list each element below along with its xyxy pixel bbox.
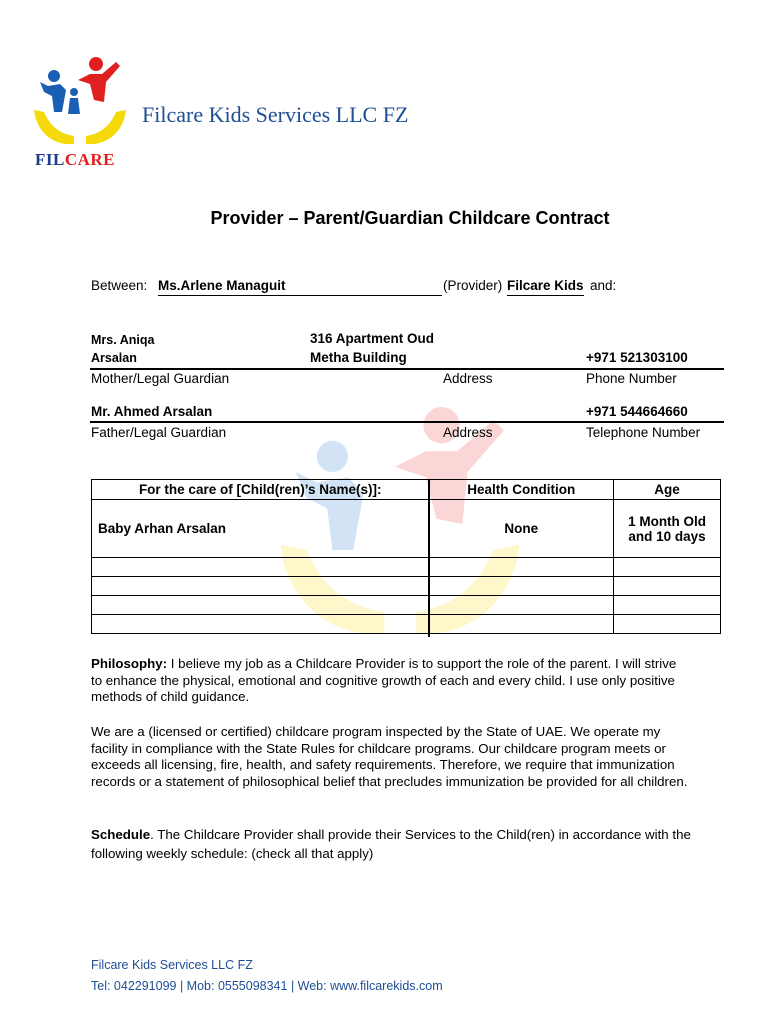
father-phone: +971 544664660 (586, 404, 688, 419)
licensing-paragraph: We are a (licensed or certified) childcare program inspected by the State of UAE. We operate my facility in compliance with the State Rules for childcare programs. Our childcare program meets or exceeds all licensing, fire, health, and safety requirements. Therefore, we require that immunization records or a statement of philosophical belief that precludes immunization be provided for all children. (91, 724, 688, 789)
mother-divider (90, 368, 724, 370)
table-header-row (92, 480, 721, 500)
age-cell: 1 Month Old and 10 days (614, 500, 721, 558)
table-column-divider (428, 479, 430, 637)
children-table (91, 479, 721, 634)
mother-address-line1: 316 Apartment Oud (310, 331, 435, 346)
father-phone-label: Telephone Number (586, 425, 701, 440)
between-label: Between: (91, 278, 148, 293)
table-row (92, 577, 721, 596)
mother-phone: +971 521303100 (586, 350, 688, 365)
child-name-cell: Baby Arhan Arsalan (92, 500, 429, 558)
mother-label: Mother/Legal Guardian (91, 371, 230, 386)
provider-role-label: (Provider) (443, 278, 503, 293)
and-label: and: (590, 278, 617, 293)
table-row (92, 615, 721, 634)
footer-contact: Tel: 042291099 | Mob: 0555098341 | Web: www.filcarekids.com (91, 979, 443, 993)
company-name: Filcare Kids Services LLC FZ (142, 102, 409, 127)
table-row (92, 558, 721, 577)
mother-name-line1: Mrs. Aniqa (91, 333, 155, 347)
provider-name: Ms.Arlene Managuit (158, 278, 442, 296)
table-row (92, 500, 721, 558)
table-row (92, 596, 721, 615)
father-address-label: Address (443, 425, 493, 440)
header-age: Age (614, 480, 721, 500)
father-label: Father/Legal Guardian (91, 425, 227, 440)
mother-address-label: Address (443, 371, 493, 386)
header-health-condition: Health Condition (429, 480, 614, 500)
mother-phone-label: Phone Number (586, 371, 677, 386)
mother-name-line2: Arsalan (91, 351, 137, 365)
schedule-paragraph: Schedule. The Childcare Provider shall provide their Services to the Child(ren) in accordance with the following weekly schedule: (check all that apply) (91, 827, 691, 861)
document-title: Provider – Parent/Guardian Childcare Contract (210, 208, 610, 228)
health-condition-cell: None (429, 500, 614, 558)
mother-address-line2: Metha Building (310, 350, 407, 365)
footer-company: Filcare Kids Services LLC FZ (91, 958, 253, 972)
logo-wordmark: FILCARE (35, 150, 116, 169)
header-child-name: For the care of [Child(ren)’s Name(s)]: (92, 480, 429, 500)
provider-org: Filcare Kids (507, 278, 584, 296)
father-name: Mr. Ahmed Arsalan (91, 404, 213, 419)
philosophy-paragraph: Philosophy: I believe my job as a Childcare Provider is to support the role of the parent. I will strive to enhance the physical, emotional and cognitive growth of each and every child. I use only positive methods of child guidance. (91, 656, 677, 705)
father-divider (90, 421, 724, 423)
